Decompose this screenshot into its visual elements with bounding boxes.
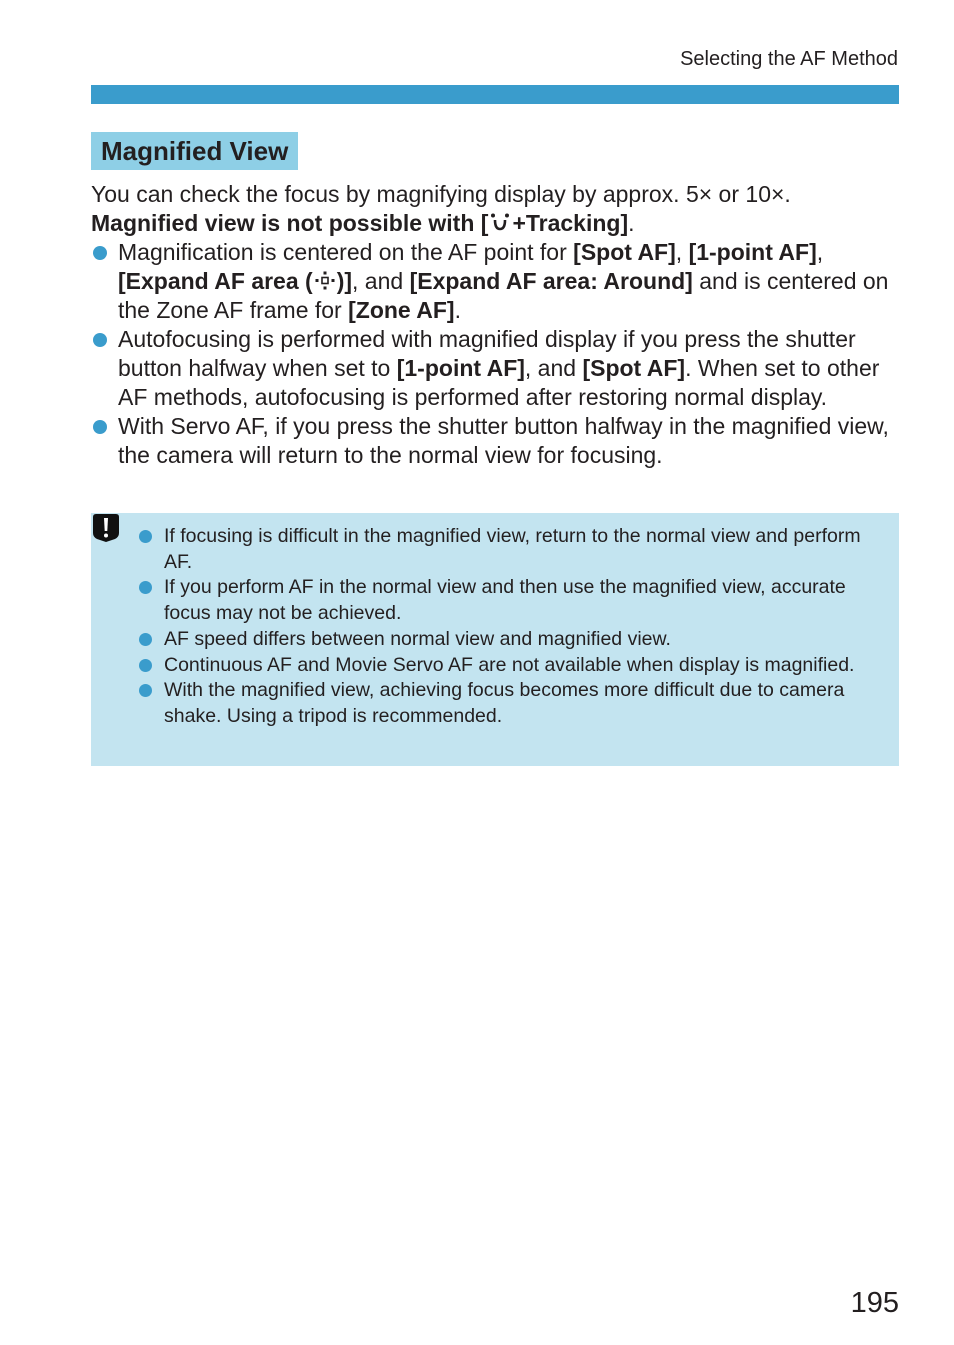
section-title: Magnified View: [91, 132, 298, 170]
page-number: 195: [850, 1287, 899, 1319]
body-text: [91, 180, 903, 470]
bullet-dot-icon: [139, 684, 152, 697]
bullet-dot-icon: [93, 246, 107, 260]
bullet-dot-icon: [139, 633, 152, 646]
list-item: If focusing is difficult in the magnified view, return to the normal view and perform AF.: [138, 524, 878, 575]
list-item: Magnification is centered on the AF point for [Spot AF], [1-point AF], [Expand AF area ( )], and [Expand AF area: Around] and is centered on the Zone AF frame for [Zone AF].: [91, 238, 903, 325]
list-item: AF speed differs between normal view and magnified view.: [138, 627, 878, 653]
expand-af-area-icon: [313, 270, 337, 292]
list-item: If you perform AF in the normal view and then use the magnified view, accurate focus may not be achieved.: [138, 575, 878, 626]
caution-list: [138, 524, 878, 730]
face-tracking-icon: [488, 212, 512, 234]
caution-box: [91, 513, 899, 766]
list-item: With Servo AF, if you press the shutter button halfway in the magnified view, the camera will return to the normal view for focusing.: [91, 412, 903, 470]
intro-line: You can check the focus by magnifying display by approx. 5× or 10×.: [91, 181, 791, 207]
bullet-dot-icon: [93, 420, 107, 434]
caution-icon: [91, 513, 121, 543]
bullet-dot-icon: [93, 333, 107, 347]
running-header: Selecting the AF Method: [680, 48, 898, 70]
list-item: With the magnified view, achieving focus becomes more difficult due to camera shake. Using a tripod is recommended.: [138, 678, 878, 729]
intro-note: Magnified view is not possible with [ +Tracking].: [91, 210, 635, 236]
bullet-dot-icon: [139, 581, 152, 594]
bullet-list: [91, 238, 903, 470]
bullet-dot-icon: [139, 530, 152, 543]
list-item: Autofocusing is performed with magnified display if you press the shutter button halfway when set to [1-point AF], and [Spot AF]. When set to other AF methods, autofocusing is performed after restoring normal display.: [91, 325, 903, 412]
intro-note-bold: Magnified view is not possible with [ +Tracking]: [91, 210, 629, 236]
list-item: Continuous AF and Movie Servo AF are not available when display is magnified.: [138, 653, 878, 679]
bullet-dot-icon: [139, 659, 152, 672]
header-bar: [91, 85, 899, 104]
